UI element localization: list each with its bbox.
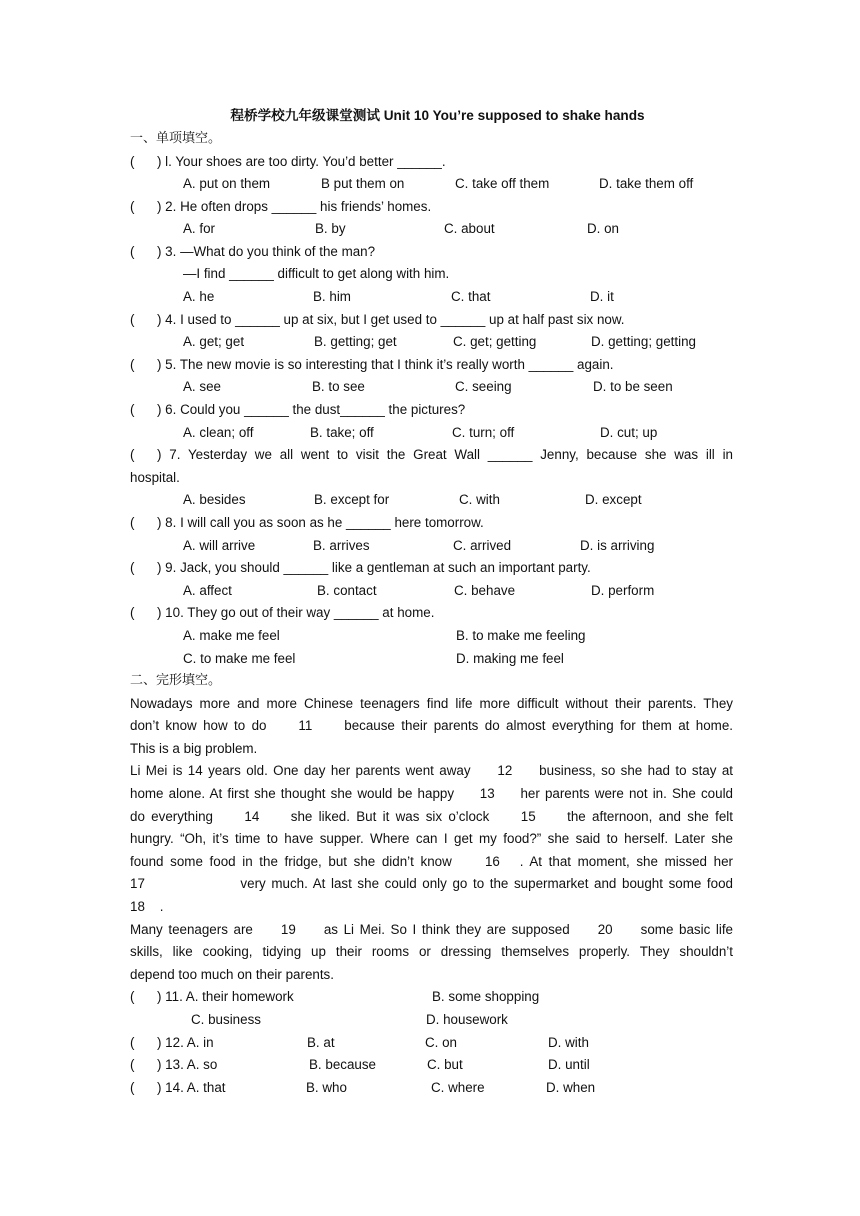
option-c: C. arrived [453,537,512,553]
option-d: D. except [585,492,642,508]
answer-paren: ( [130,1079,135,1095]
cloze-question-11 [130,986,733,1009]
answer-paren: ( [130,1034,135,1050]
passage-line: depend too much on their parents. [130,966,334,982]
question-7 [130,444,733,467]
question-stem: ) 7. Yesterday we all went to visit the Great Wall ______ Jenny, because she was ill in [157,447,733,463]
options-9 [130,580,733,603]
question-stem: ) 3. —What do you think of the man? [157,243,376,259]
option-a: A. put on them [183,176,271,192]
passage-line: hungry. “Oh, it’s time to have supper. Where can I get my food?” she said to herself. Later she [130,831,733,847]
question-2 [130,196,733,219]
option-c: C. get; getting [453,334,537,350]
answer-paren: ( [130,198,135,214]
answer-paren: ( [130,605,135,621]
section-heading-single-choice: 一、单项填空。 [130,131,222,146]
option-d: D. on [587,221,620,237]
option-b: B. contact [317,582,377,598]
options-3 [130,286,733,309]
answer-paren: ( [130,989,135,1005]
option-b: B. by [315,221,346,237]
answer-paren: ( [130,1057,135,1073]
passage-line: This is a big problem. [130,740,258,756]
answer-paren: ( [130,447,135,463]
answer-paren: ( [130,243,135,259]
options-10-row1 [130,625,733,648]
page-title: 程桥学校九年级课堂测试 Unit 10 You’re supposed to shake hands [230,108,645,123]
option-c: C. on [425,1034,458,1050]
option-a: A. see [183,379,221,395]
option-d: D. when [546,1079,596,1095]
passage-line: do everything 14 she liked. But it was six o’clock 15 the afternoon, and she felt [130,808,733,824]
cloze-question-13 [130,1054,733,1077]
option-b: B. arrives [313,537,370,553]
section-heading-cloze: 二、完形填空。 [130,673,222,689]
option-a: A. make me feel [183,627,280,643]
options-6 [130,422,733,445]
option-a: A. for [183,221,215,237]
option-d: D. housework [426,1011,508,1027]
question-3 [130,241,733,264]
question-4 [130,309,733,332]
option-c: C. turn; off [452,424,515,440]
option-a: A. affect [183,582,232,598]
question-stem: ) 12. A. in [157,1034,214,1050]
question-stem: ) 2. He often drops ______ his friends’ homes. [157,198,432,214]
passage-line: home alone. At first she thought she would be happy 13 her parents were not in. She could [130,786,733,802]
question-stem: ) 10. They go out of their way ______ at home. [157,605,435,621]
option-b: B. to make me feeling [456,627,586,643]
options-10-row2 [130,648,733,671]
cloze-question-12 [130,1032,733,1055]
question-6 [130,399,733,422]
question-stem: ) 4. I used to ______ up at six, but I get used to ______ up at half past six now. [157,311,625,327]
option-b: B. some shopping [432,989,540,1005]
option-c: C. behave [454,582,516,598]
option-d: D. perform [591,582,655,598]
option-c: C. business [191,1011,261,1027]
question-8 [130,512,733,535]
options-7 [130,489,733,512]
option-d: D. making me feel [456,650,564,666]
option-b: B. to see [312,379,365,395]
option-d: D. getting; getting [591,334,696,350]
question-7-continued: hospital. [130,469,180,485]
cloze-options-11-row2 [130,1009,733,1032]
option-b: B put them on [321,176,405,192]
passage-line: Many teenagers are 19 as Li Mei. So I think they are supposed 20 some basic life [130,921,733,937]
option-a: A. besides [183,492,246,508]
question-stem: ) 13. A. so [157,1057,218,1073]
option-b: B. except for [314,492,390,508]
option-c: C. that [451,289,491,305]
passage-line: don’t know how to do 11 because their parents do almost everything for them at home. [130,718,733,734]
passage-line: 17 very much. At last she could only go to the supermarket and bought some food [130,876,733,892]
option-c: C. where [431,1079,485,1095]
option-c: C. to make me feel [183,650,296,666]
option-b: B. take; off [310,424,374,440]
question-3-second-line: —I find ______ difficult to get along with him. [183,266,450,282]
option-d: D. with [548,1034,589,1050]
question-stem: ) 14. A. that [157,1079,226,1095]
answer-paren: ( [130,560,135,576]
answer-paren: ( [130,402,135,418]
option-c: C. about [444,221,495,237]
option-d: D. until [548,1057,590,1073]
option-c: C. seeing [455,379,512,395]
answer-paren: ( [130,356,135,372]
question-stem: ) 6. Could you ______ the dust______ the pictures? [157,402,466,418]
passage-line: found some food in the fridge, but she didn’t know 16 . At that moment, she missed her [130,853,733,869]
passage-line: skills, like cooking, tidying up their rooms or dressing themselves properly. They shouldn’t [130,944,733,960]
question-5 [130,354,733,377]
options-4 [130,331,733,354]
option-b: B. at [307,1034,335,1050]
answer-paren: ( [130,311,135,327]
option-c: C. take off them [455,176,550,192]
option-c: C. with [459,492,500,508]
options-5 [130,376,733,399]
question-1 [130,151,733,174]
passage-line: 18 . [130,899,164,914]
option-a: A. get; get [183,334,245,350]
document-page [130,104,733,1099]
passage-line: Nowadays more and more Chinese teenagers find life more difficult without their parents. They [130,695,733,711]
question-stem: ) l. Your shoes are too dirty. You’d better ______. [157,153,446,169]
question-stem: ) 8. I will call you as soon as he ______ here tomorrow. [157,515,484,530]
option-d: D. it [590,289,614,305]
option-d: D. take them off [599,176,694,192]
question-stem: ) 9. Jack, you should ______ like a gentleman at such an important party. [157,560,591,576]
options-2 [130,218,733,241]
option-a: A. will arrive [183,537,256,553]
question-9 [130,557,733,580]
option-a: A. he [183,289,215,305]
cloze-passage [130,693,733,987]
passage-line: Li Mei is 14 years old. One day her parents went away 12 business, so she had to stay at [130,763,733,779]
question-stem: ) 5. The new movie is so interesting that I think it’s really worth ______ again. [157,356,614,372]
option-b: B. him [313,289,351,305]
option-d: D. to be seen [593,379,673,395]
option-b: B. because [309,1057,376,1073]
option-d: D. is arriving [580,537,655,553]
question-stem: ) 11. A. their homework [157,989,294,1005]
options-1 [130,173,733,196]
cloze-question-14 [130,1077,733,1100]
option-d: D. cut; up [600,424,658,440]
option-b: B. who [306,1079,347,1095]
question-10 [130,602,733,625]
option-b: B. getting; get [314,334,397,350]
option-c: C. but [427,1057,463,1073]
options-8 [130,535,733,558]
answer-paren: ( [130,153,135,169]
option-a: A. clean; off [183,424,254,440]
answer-paren: ( [130,515,135,530]
